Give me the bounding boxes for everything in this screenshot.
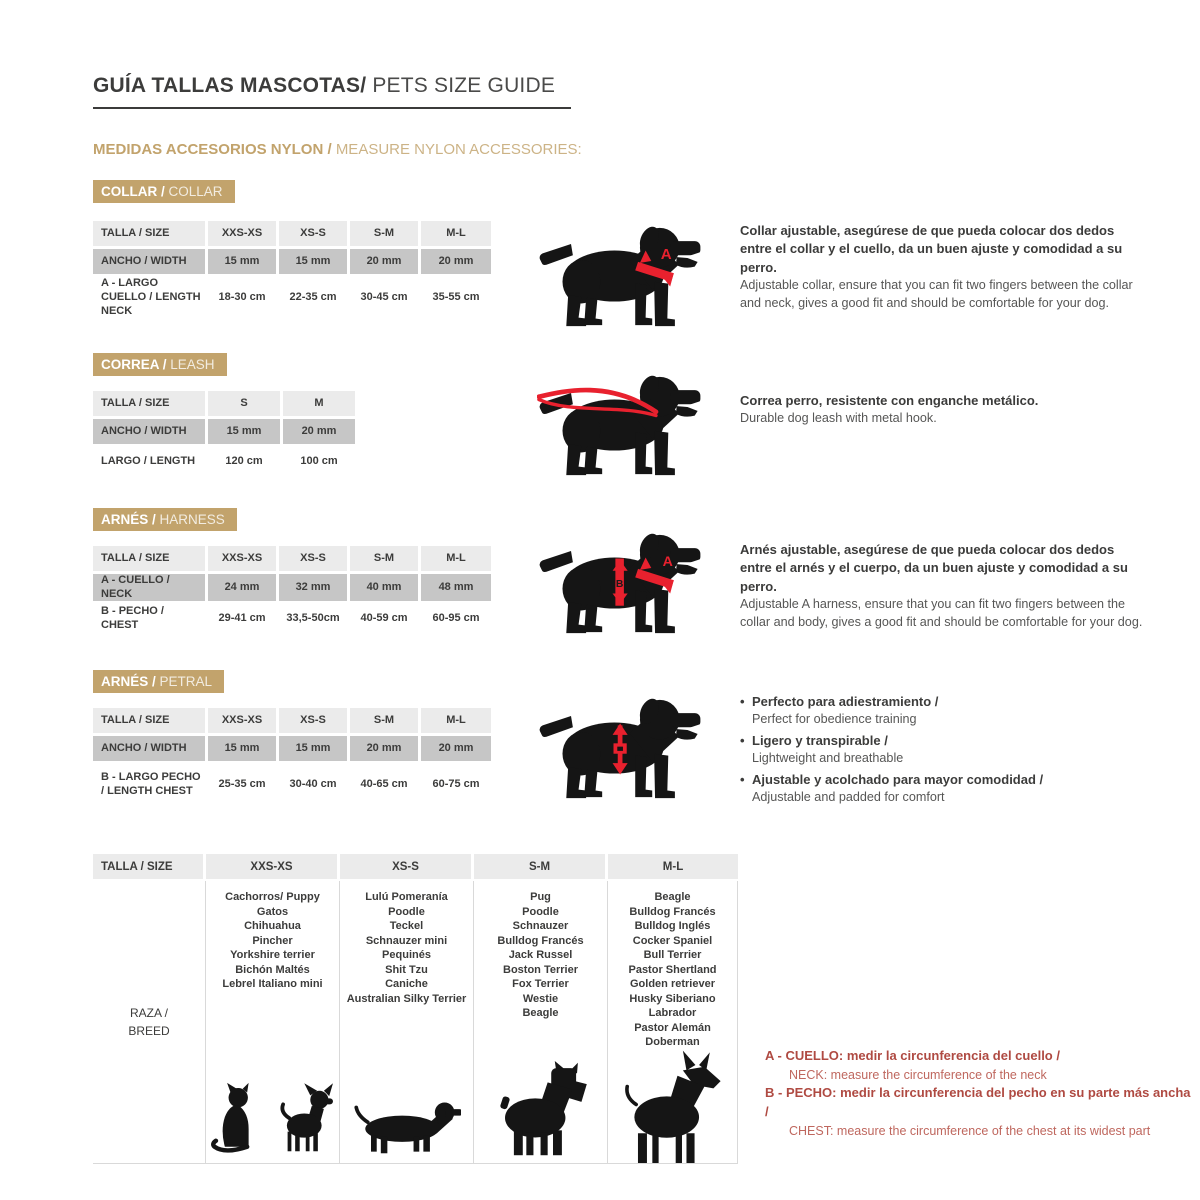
table-row-label: ANCHO / WIDTH (93, 736, 205, 761)
breed-list (628, 890, 716, 1050)
bullet-en: Lightweight and breathable (752, 751, 904, 765)
table-header-cell: XXS-XS (208, 708, 276, 733)
breed-item: Pequinés (382, 949, 431, 961)
cat-icon (210, 1077, 262, 1157)
breed-item: Schnauzer (512, 920, 569, 932)
note-b-en: CHEST: measure the circumference of the chest at its widest part (789, 1123, 1151, 1138)
table-cell: 33,5-50cm (279, 604, 347, 634)
silhouette-row (474, 1061, 607, 1163)
table-cell: 30-45 cm (350, 277, 418, 319)
table-header-cell: TALLA / SIZE (93, 854, 203, 879)
table-cell: 60-95 cm (421, 604, 491, 634)
leash-badge-en: LEASH (170, 357, 215, 372)
petral-section-badge (93, 670, 224, 693)
table-header-cell: XS-S (279, 546, 347, 571)
breed-table-header (93, 854, 738, 879)
table-cell: 20 mm (350, 736, 418, 761)
table-row-label: ANCHO / WIDTH (93, 249, 205, 274)
page-title-es: GUÍA TALLAS MASCOTAS/ (93, 74, 367, 97)
table-header-cell: M-L (421, 221, 491, 246)
leash-desc-en: Durable dog leash with metal hook. (740, 411, 937, 426)
breed-item: Lebrel Italiano mini (222, 978, 323, 990)
table-header-cell: XXS-XS (208, 546, 276, 571)
chihuahua-icon (274, 1079, 336, 1157)
leash-section-badge (93, 353, 227, 376)
table-cell: 25-35 cm (208, 764, 276, 806)
collar-description (740, 222, 1148, 313)
measurement-notes (765, 1047, 1197, 1140)
table-cell: 35-55 cm (421, 277, 491, 319)
table-header-cell: S-M (350, 546, 418, 571)
breed-item: Schnauzer mini (365, 934, 448, 947)
svg-text:B: B (615, 578, 624, 590)
breed-list (347, 890, 467, 1006)
breed-item: Teckel (389, 920, 424, 932)
collar-badge-es: COLLAR / (101, 184, 165, 199)
breed-item: Labrador (648, 1007, 697, 1019)
breed-item: Cachorros/ Puppy (225, 891, 320, 903)
bullet-en: Adjustable and padded for comfort (752, 789, 945, 804)
table-header-cell: TALLA / SIZE (93, 391, 205, 416)
harness-desc-es: Arnés ajustable, asegúrese de que pueda colocar dos dedos entre el arnés y el cuerpo, da un buen ajuste y comodidad a su perro. (740, 542, 1128, 594)
table-header-cell: M-L (608, 854, 738, 879)
silhouette-row (608, 1050, 737, 1164)
svg-text:A: A (660, 246, 672, 264)
note-b-es: B - PECHO: medir la circunferencia del pecho en su parte más ancha / (765, 1084, 1191, 1119)
collar-desc-en: Adjustable collar, ensure that you can fit two fingers between the collar and neck, gives a good fit and should be comfortable for your dog. (740, 278, 1133, 311)
table-cell: 20 mm (283, 419, 355, 444)
table-header-cell: XS-S (279, 221, 347, 246)
breed-item: Bichón Maltés (235, 963, 310, 976)
table-header-cell: TALLA / SIZE (93, 708, 205, 733)
silhouette-row (340, 1089, 473, 1163)
breed-item: Beagle (654, 891, 691, 903)
doberman-icon (620, 1050, 726, 1164)
bullet-en: Perfect for obedience training (752, 712, 917, 727)
breed-item: Poodle (522, 905, 559, 918)
breed-row-label-en: BREED (128, 1024, 170, 1038)
leash-description (740, 392, 1148, 428)
collar-size-table (93, 221, 491, 319)
table-cell: 29-41 cm (208, 604, 276, 634)
harness-badge-en: HARNESS (159, 512, 225, 527)
breed-item: Pastor Shertland (628, 963, 717, 976)
table-cell: 48 mm (421, 574, 491, 601)
table-cell: 60-75 cm (421, 764, 491, 806)
table-header-cell: XXS-XS (208, 221, 276, 246)
table-header-cell: M-L (421, 546, 491, 571)
harness-desc-en: Adjustable A harness, ensure that you can fit two fingers between the collar and body, gives a good fit and should be comfortable for your dog. (740, 597, 1143, 630)
breed-item: Jack Russel (508, 949, 573, 961)
breed-list (497, 890, 583, 1021)
breed-row-label (93, 881, 206, 1163)
table-header-cell: XXS-XS (206, 854, 337, 879)
table-cell: 30-40 cm (279, 764, 347, 806)
svg-text:A: A (662, 554, 673, 571)
table-row-label: ANCHO / WIDTH (93, 419, 205, 444)
breed-list (222, 890, 322, 992)
table-row-label: A - LARGO CUELLO / LENGTH NECK (93, 277, 205, 319)
collar-badge-en: COLLAR (168, 184, 223, 199)
dog-collar-illustration (537, 218, 707, 336)
breed-item: Caniche (385, 978, 428, 990)
petral-feature-list (740, 693, 1160, 809)
breed-column-m-l (608, 881, 738, 1163)
petral-badge-es: ARNÉS / (101, 674, 156, 689)
note-a-es: A - CUELLO: medir la circunferencia del cuello / (765, 1048, 1060, 1063)
dog-leash-illustration (537, 367, 707, 485)
table-cell: 15 mm (279, 736, 347, 761)
page-title (93, 74, 571, 109)
leash-desc-es: Correa perro, resistente con enganche metálico. (740, 393, 1039, 408)
breed-item: Husky Siberiano (629, 992, 716, 1005)
table-row-label: LARGO / LENGTH (93, 447, 205, 476)
table-cell: 100 cm (283, 447, 355, 476)
table-header-cell: TALLA / SIZE (93, 221, 205, 246)
breed-row-label-es: RAZA / (129, 1006, 168, 1020)
breed-item: Doberman (645, 1036, 700, 1048)
breed-item: Shit Tzu (385, 963, 428, 976)
breed-column-xxs-xs (206, 881, 340, 1163)
petral-badge-en: PETRAL (159, 674, 213, 689)
breed-item: Australian Silky Terrier (346, 992, 467, 1005)
breed-item: Fox Terrier (512, 978, 569, 990)
bullet-es: • Ligero y transpirable / (740, 732, 1160, 750)
breed-item: Westie (522, 992, 559, 1005)
breed-item: Bull Terrier (643, 949, 702, 961)
bullet-es: • Perfecto para adiestramiento / (740, 693, 1160, 711)
harness-description (740, 541, 1148, 632)
breed-item: Bulldog Francés (629, 905, 716, 918)
dog-harness-illustration (537, 525, 707, 643)
table-cell: 15 mm (208, 249, 276, 274)
breed-item: Lulú Pomeranía (365, 891, 448, 903)
breed-column-xs-s (340, 881, 474, 1163)
table-cell: 120 cm (208, 447, 280, 476)
breed-column-s-m (474, 881, 608, 1163)
table-cell: 32 mm (279, 574, 347, 601)
silhouette-row (206, 1077, 339, 1163)
table-header-cell: S-M (350, 221, 418, 246)
breed-item: Poodle (388, 905, 425, 918)
table-cell: 15 mm (208, 736, 276, 761)
table-cell: 40 mm (350, 574, 418, 601)
table-header-cell: TALLA / SIZE (93, 546, 205, 571)
breed-item: Boston Terrier (503, 963, 578, 976)
page-title-en: PETS SIZE GUIDE (372, 74, 556, 97)
breed-item: Cocker Spaniel (632, 934, 713, 947)
page-subtitle-en: MEASURE NYLON ACCESSORIES: (335, 141, 582, 158)
leash-badge-es: CORREA / (101, 357, 167, 372)
breed-item: Pug (530, 891, 551, 903)
table-header-cell: S-M (350, 708, 418, 733)
table-cell: 20 mm (421, 736, 491, 761)
harness-badge-es: ARNÉS / (101, 512, 156, 527)
breed-item: Golden retriever (630, 978, 715, 990)
list-item (740, 771, 1160, 807)
table-cell: 15 mm (208, 419, 280, 444)
table-header-cell: M-L (421, 708, 491, 733)
harness-section-badge (93, 508, 237, 531)
list-item (740, 732, 1160, 768)
table-cell: 20 mm (421, 249, 491, 274)
harness-size-table (93, 546, 491, 634)
table-header-cell: XS-S (340, 854, 471, 879)
note-a-en: NECK: measure the circumference of the neck (789, 1067, 1047, 1082)
collar-section-badge (93, 180, 235, 203)
list-item (740, 693, 1160, 729)
table-header-cell: M (283, 391, 355, 416)
table-cell: 18-30 cm (208, 277, 276, 319)
table-row-label: B - PECHO / CHEST (93, 604, 205, 634)
breed-item: Yorkshire terrier (230, 949, 315, 961)
breed-item: Bulldog Francés (497, 934, 584, 947)
table-cell: 40-65 cm (350, 764, 418, 806)
schnauzer-icon (494, 1061, 588, 1157)
table-header-cell: S-M (474, 854, 605, 879)
table-cell: 20 mm (350, 249, 418, 274)
dog-petral-illustration (537, 690, 707, 808)
breed-item: Gatos (256, 905, 289, 918)
table-row-label: B - LARGO PECHO / LENGTH CHEST (93, 764, 205, 806)
breed-item: Beagle (522, 1007, 559, 1019)
page-subtitle (93, 141, 582, 158)
breed-table-body (93, 881, 738, 1164)
breed-item: Pastor Alemán (634, 1021, 711, 1034)
collar-desc-es: Collar ajustable, asegúrese de que pueda colocar dos dedos entre el collar y el cuello, da un buen ajuste y comodidad a su perro. (740, 223, 1123, 275)
bullet-es: • Ajustable y acolchado para mayor comodidad / (740, 771, 1160, 789)
table-cell: 24 mm (208, 574, 276, 601)
page-subtitle-es: MEDIDAS ACCESORIOS NYLON / (93, 141, 332, 158)
table-cell: 15 mm (279, 249, 347, 274)
table-header-cell: S (208, 391, 280, 416)
breed-item: Chihuahua (244, 920, 301, 932)
breed-item: Pincher (252, 934, 293, 947)
table-cell: 22-35 cm (279, 277, 347, 319)
table-cell: 40-59 cm (350, 604, 418, 634)
petral-size-table (93, 708, 491, 806)
breed-size-table (93, 854, 738, 1164)
table-header-cell: XS-S (279, 708, 347, 733)
breed-item: Bulldog Inglés (634, 920, 711, 932)
leash-size-table (93, 391, 355, 476)
dachshund-icon (353, 1089, 461, 1157)
table-row-label: A - CUELLO / NECK (93, 574, 205, 601)
